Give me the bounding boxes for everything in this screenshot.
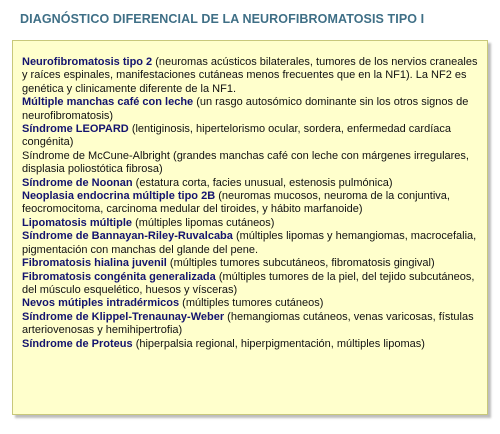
diagnosis-term: Síndrome de Klippel-Trenaunay-Weber (22, 310, 225, 323)
diagnosis-entry-sindrome-leopard (22, 123, 482, 150)
page-title: DIAGNÓSTICO DIFERENCIAL DE LA NEUROFIBROMATOSIS TIPO I (20, 12, 425, 26)
diagnosis-description: (múltiples tumores subcutáneos, fibromatosis gingival) (166, 257, 435, 270)
diagnosis-entry-fibromatosis-congenita (22, 271, 482, 298)
differential-diagnosis-box (12, 40, 488, 415)
diagnosis-description: (hiperpalsia regional, hiperpigmentación, múltiples lipomas) (132, 337, 425, 350)
diagnosis-term: Lipomatosis múltiple (22, 216, 133, 229)
diagnosis-term: Neurofibromatosis tipo 2 (22, 56, 153, 68)
diagnosis-description: (grandes manchas café con leche con márgenes irregulares, displasia poliostótica fibrosa) (22, 149, 469, 176)
diagnosis-term: Nevos mútiples intradérmicos (22, 297, 180, 310)
diagnosis-entry-mccune-albright (22, 150, 482, 177)
diagnosis-description: (neuromas mucosos, neuroma de la conjuntiva, feocromocitoma, carcinoma medular del tiroides, y hábito marfanoide) (22, 190, 450, 216)
diagnosis-entry-neoplasia-endocrina-2b (22, 190, 482, 217)
diagnosis-description: (estatura corta, facies unusual, estenosis pulmónica) (132, 176, 393, 189)
diagnosis-entry-neurofibromatosis-tipo-2 (22, 56, 482, 96)
diagnosis-term: Síndrome de Noonan (22, 176, 133, 189)
diagnosis-description: (lentiginosis, hipertelorismo ocular, sordera, enfermedad cardíaca congénita) (22, 123, 451, 149)
diagnosis-term: Múltiple manchas café con leche (22, 96, 194, 109)
diagnosis-description: (múltiples tumores cutáneos) (179, 297, 324, 310)
diagnosis-entry-fibromatosis-hialina-juvenil (22, 257, 482, 270)
diagnosis-term: Síndrome de McCune-Albright (22, 149, 170, 162)
diagnosis-description: (múltiples lipomas cutáneos) (132, 216, 275, 229)
diagnosis-entry-manchas-cafe-con-leche (22, 96, 482, 123)
diagnosis-entry-bannayan-riley-ruvalcaba (22, 230, 482, 257)
diagnosis-description: (múltiples tumores de la piel, del tejido subcutáneos, del músculo esquelético, huesos y vísceras) (22, 270, 475, 296)
diagnosis-entry-nevos-intradermicos (22, 297, 482, 310)
diagnosis-term: Síndrome de Proteus (22, 337, 133, 350)
diagnosis-term: Síndrome LEOPARD (22, 123, 129, 136)
diagnosis-term: Fibromatosis hialina juvenil (22, 257, 167, 270)
diagnosis-term: Neoplasia endocrina múltiple tipo 2B (22, 190, 216, 203)
diagnosis-description: (neuromas acústicos bilaterales, tumores de los nervios craneales y raíces espinales, manifestaciones cutáneas menos frecuentes que en la NF1). La NF2 es genética y clinicamente diferente de la NF1. (22, 56, 478, 95)
diagnosis-description: (hemangiomas cutáneos, venas varicosas, fístulas arteriovenosas y hemihipertrofia) (22, 310, 474, 337)
diagnosis-description: (un rasgo autosómico dominante sin los otros signos de neurofibromatosis) (22, 96, 469, 122)
diagnosis-entry-sindrome-proteus (22, 338, 482, 351)
diagnosis-description: (múltiples lipomas y hemangiomas, macrocefalia, pigmentación con manchas del glande del pene. (22, 230, 477, 256)
diagnosis-term: Síndrome de Bannayan-Riley-Ruvalcaba (22, 230, 233, 243)
diagnosis-list (22, 56, 482, 351)
diagnosis-entry-klippel-trenaunay-weber (22, 311, 482, 338)
diagnosis-term: Fibromatosis congénita generalizada (22, 270, 216, 283)
diagnosis-entry-lipomatosis-multiple (22, 217, 482, 230)
diagnosis-entry-sindrome-noonan (22, 177, 482, 190)
